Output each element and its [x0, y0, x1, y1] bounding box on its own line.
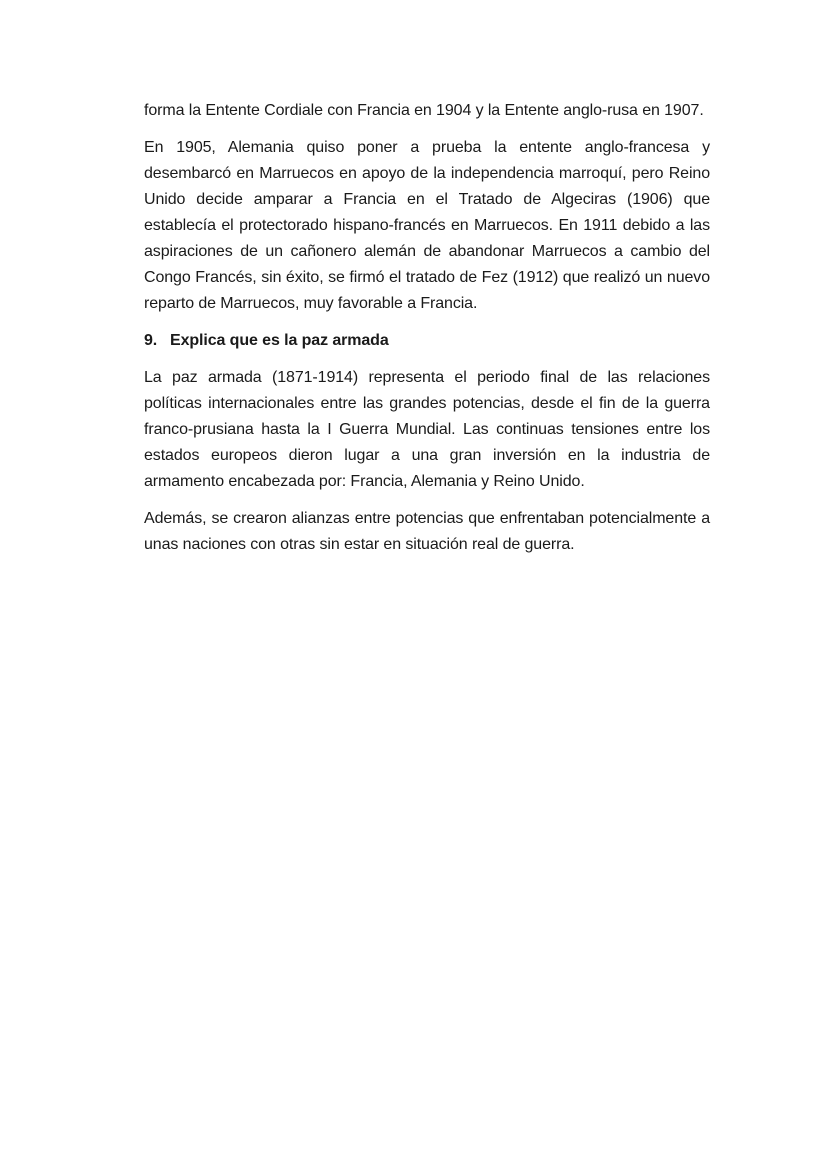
paragraph-entente: forma la Entente Cordiale con Francia en 1904 y la Entente anglo-rusa en 1907.: [144, 102, 704, 119]
document-body: [144, 98, 710, 569]
section-heading: [144, 328, 710, 354]
section-number: 9.: [144, 332, 158, 349]
section-title: Explica que es la paz armada: [170, 332, 389, 349]
paragraph-alianzas: Además, se crearon alianzas entre potencias que enfrentaban potencialmente a unas naciones con otras sin estar en situación real de guerra.: [144, 510, 710, 553]
paragraph-morocco-crisis: En 1905, Alemania quiso poner a prueba la entente anglo-francesa y desembarcó en Marruecos en apoyo de la independencia marroquí, pero Reino Unido decide amparar a Francia en el Tratado de Algeciras (1906) que establecía el protectorado hispano-francés en Marruecos. En 1911 debido a las aspiraciones de un cañonero alemán de abandonar Marruecos a cambio del Congo Francés, sin éxito, se firmó el tratado de Fez (1912) que realizó un nuevo reparto de Marruecos, muy favorable a Francia.: [144, 139, 710, 312]
paragraph-paz-armada: La paz armada (1871-1914) representa el periodo final de las relaciones políticas internacionales entre las grandes potencias, desde el fin de la guerra franco-prusiana hasta la I Guerra Mundial. Las continuas tensiones entre los estados europeos dieron lugar a una gran inversión en la industria de armamento encabezada por: Francia, Alemania y Reino Unido.: [144, 369, 710, 490]
